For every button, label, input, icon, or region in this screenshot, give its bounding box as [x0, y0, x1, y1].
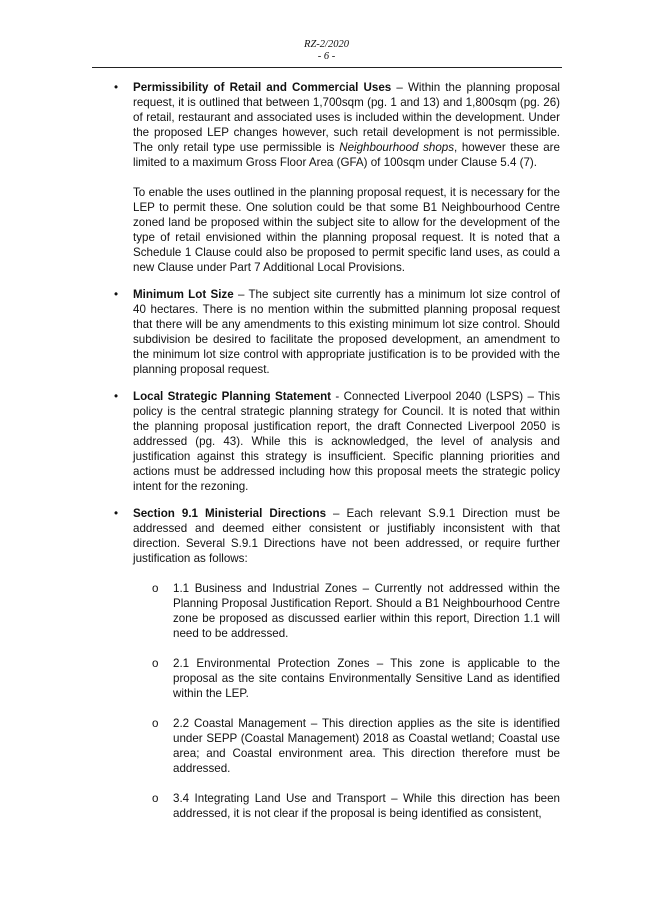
lot-size-text: – The subject site currently has a minimum lot size control of 40 hectares. There is no mention within the submitted planning proposal request that there will be any amendments to this existing minimum lot size control. Should subdivision be desired to facilitate the proposed development, an amendment to the minimum lot size control with appropriate justification is to be provided with the planning proposal request.: [133, 288, 561, 376]
direction-item-3-4: [152, 791, 560, 821]
direction-item-2-2: [152, 716, 560, 776]
direction-item-1-1: [152, 581, 560, 641]
sub-bullet-marker: o: [152, 792, 159, 805]
bullet-marker: •: [114, 390, 119, 403]
lsps-heading: Local Strategic Planning Statement: [133, 390, 332, 403]
direction-text: 2.2 Coastal Management – This direction applies as the site is identified under SEPP (Coastal Management) 2018 as Coastal wetland; Coastal use area; and Coastal environment area. This direction therefore must be addressed.: [173, 717, 560, 775]
section-retail: [112, 80, 560, 275]
header-divider: [92, 67, 562, 68]
retail-text-2: , however these are limited to a maximum Gross Floor Area (GFA) of 100sqm under Clause 5.4 (7).: [133, 141, 560, 169]
bullet-marker: •: [114, 288, 119, 301]
sub-bullet-marker: o: [152, 717, 159, 730]
directions-heading: Section 9.1 Ministerial Directions: [133, 507, 327, 520]
bullet-marker: •: [114, 507, 119, 520]
direction-text: 3.4 Integrating Land Use and Transport – While this direction has been addressed, it is not clear if the proposal is being identified as consistent,: [173, 792, 560, 820]
section-ministerial-directions: [112, 506, 560, 821]
bullet-marker: •: [114, 81, 119, 94]
page-number: - 6 -: [317, 51, 336, 62]
lsps-text: - Connected Liverpool 2040 (LSPS) – This policy is the central strategic planning strategy for Council. It is noted that within the planning proposal justification report, the draft Connected Liverpool 2050 is addressed (pg. 43). While this is acknowledged, the level of analysis and justification against this strategy is insufficient. Specific planning priorities and actions must be addressed including how this proposal meets the strategic policy intent for the rezoning.: [133, 390, 560, 493]
lsps-paragraph: [133, 389, 560, 494]
document-body: [112, 80, 560, 836]
lot-size-heading: Minimum Lot Size: [133, 288, 234, 301]
document-reference: RZ-2/2020: [304, 39, 349, 50]
directions-list: [133, 581, 560, 821]
retail-heading: Permissibility of Retail and Commercial Uses: [133, 81, 392, 94]
directions-paragraph: [133, 506, 560, 566]
retail-paragraph-1: [133, 80, 560, 170]
direction-text: 2.1 Environmental Protection Zones – This zone is applicable to the proposal as the site contains Environmentally Sensitive Land as identified within the LEP.: [173, 657, 560, 700]
retail-italic-term: Neighbourhood shops: [339, 141, 455, 154]
sub-bullet-marker: o: [152, 657, 159, 670]
direction-item-2-1: [152, 656, 560, 701]
section-lot-size: [112, 287, 560, 377]
page-header: [0, 39, 653, 63]
directions-text: – Each relevant S.9.1 Direction must be addressed and deemed either consistent or justifiably inconsistent with that direction. Several S.9.1 Directions have not been addressed, or require further justification as follows:: [133, 507, 560, 565]
sub-bullet-marker: o: [152, 582, 159, 595]
retail-text-1: – Within the planning proposal request, it is outlined that between 1,700sqm (pg. 1 and 13) and 1,800sqm (pg. 26) of retail, restaurant and associated uses is included within the development. Under the proposed LEP changes however, such retail development is not permissible. The only retail type use permissible is: [133, 81, 560, 154]
section-lsps: [112, 389, 560, 494]
direction-text: 1.1 Business and Industrial Zones – Currently not addressed within the Planning Proposal Justification Report. Should a B1 Neighbourhood Centre zone be proposed as discussed earlier within this report, Direction 1.1 will need to be addressed.: [173, 582, 560, 640]
retail-paragraph-2: To enable the uses outlined in the planning proposal request, it is necessary for the LEP to permit these. One solution could be that some B1 Neighbourhood Centre zoned land be proposed within the subject site to allow for the development of the type of retail envisioned within the planning proposal request. It is noted that a Schedule 1 Clause could also be proposed to permit specific land uses, as could a new Clause under Part 7 Additional Local Provisions.: [133, 186, 560, 274]
lot-size-paragraph: [133, 287, 560, 377]
